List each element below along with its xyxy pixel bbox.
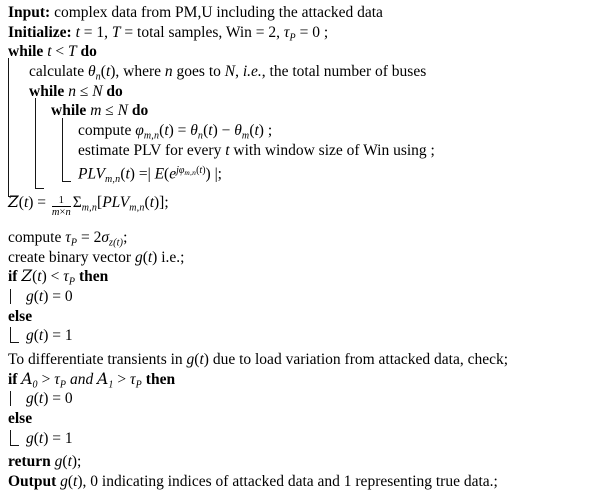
- keyword: Initialize:: [8, 23, 72, 41]
- keyword: do: [102, 82, 123, 100]
- algo-line-14: g(t) = 0: [0, 287, 600, 307]
- keyword: while: [51, 102, 91, 120]
- algo-line-3: while t < T do: [8, 43, 97, 61]
- while-t-loop-scope-line: [8, 58, 17, 197]
- algo-line-1: Input: complex data from PM,U including the attacked data: [8, 4, 383, 21]
- algo-line-9: $PLV_{m,n}(t)$ =| $E(e^{j\varphi_{m,n}(t)})$ |;: [78, 164, 222, 185]
- algo-line-13: if $Z(t) < \tau_P$ then: [8, 267, 109, 288]
- keyword: else: [8, 307, 33, 325]
- algo-line-4: calculate $\theta_n(t)$, where n goes to N, i.e., the total number of buses: [29, 63, 427, 83]
- keyword: then: [141, 370, 176, 388]
- branch-scope-line: [10, 391, 19, 406]
- algo-line-5: while n ≤ N do: [29, 82, 123, 100]
- keyword: Input:: [8, 4, 51, 21]
- fraction: $\frac{1}{m\times n}$: [51, 195, 71, 219]
- keyword: then: [75, 268, 109, 286]
- keyword: Output: [8, 473, 61, 491]
- keyword: while: [29, 82, 69, 100]
- keyword: return: [8, 453, 55, 471]
- keyword: do: [76, 43, 97, 61]
- branch-scope-line-end: [10, 430, 19, 446]
- algo-line-15: [0, 307, 600, 327]
- keyword: else: [8, 410, 33, 428]
- keyword: while: [8, 43, 48, 61]
- keyword: do: [128, 102, 149, 120]
- keyword: if: [8, 370, 22, 388]
- algo-line-12: create binary vector g(t) i.e.;: [8, 248, 185, 266]
- branch-scope-line: [10, 289, 19, 304]
- while-m-loop-scope-line: [62, 118, 71, 182]
- algo-line-21: g(t) = 1: [0, 429, 600, 449]
- algo-line-8: estimate PLV for every t with window size of Win using ;: [78, 141, 435, 159]
- branch-scope-line-end: [10, 327, 19, 343]
- algo-line-16: g(t) = 1: [0, 326, 600, 346]
- algo-line-18: if $A_0 > \tau_P$ and $A_1 > \tau_P$ then: [8, 369, 176, 391]
- algo-line-22: return g(t);: [8, 453, 82, 471]
- algo-line-17: To differentiate transients in g(t) due to load variation from attacked data, check;: [8, 351, 509, 368]
- math-script: jφm,n(t): [176, 164, 206, 177]
- algo-line-6: while m ≤ N do: [51, 102, 149, 120]
- keyword: if: [8, 268, 22, 286]
- algo-line-10: Z(t) = $\frac{1}{m\times n}$ $\Sigma_{m,n}[PLV_{m,n}(t)]$;: [8, 193, 169, 219]
- algo-line-7: compute $\varphi_{m,n}(t) = \theta_n(t) - \theta_m(t)$ ;: [78, 122, 273, 142]
- while-n-loop-scope-line: [35, 98, 44, 189]
- algo-line-20: [0, 409, 600, 429]
- algo-line-19: g(t) = 0: [0, 389, 600, 409]
- algo-line-23: Output g(t), 0 indicating indices of attacked data and 1 representing true data.;: [8, 473, 498, 491]
- algo-line-2: Initialize: t = 1, T = total samples, Win = 2, $\tau_P = 0$ ;: [8, 23, 329, 44]
- algo-line-11: compute $\tau_P = 2\sigma_{z(t)}$;: [8, 228, 128, 249]
